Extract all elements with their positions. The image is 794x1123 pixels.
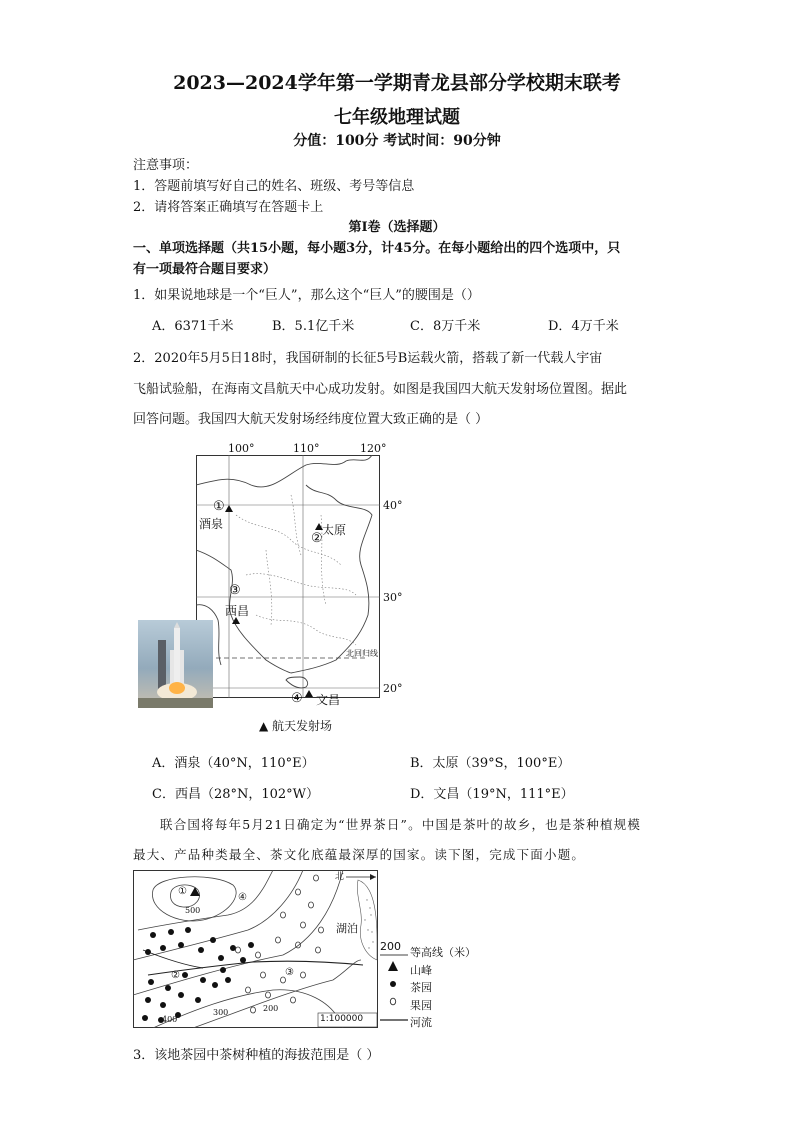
- legend-tea-label: 茶园: [410, 981, 432, 994]
- notice-item: 1．答题前填写好自己的姓名、班级、考号等信息: [133, 179, 415, 194]
- q2-stem: 2．2020年5月5日18时，我国研制的长征5号B运载火箭，搭载了新一代载人宇宙: [133, 351, 603, 366]
- launch-site-map: [196, 442, 403, 707]
- site-name: 太原: [322, 523, 347, 537]
- scale-label: 1:100000: [320, 1014, 364, 1024]
- contour-label: 300: [213, 1008, 229, 1017]
- latitude-label: 30°: [383, 591, 403, 604]
- longitude-label: 100°: [228, 442, 255, 455]
- section-title: 第Ⅰ卷（选择题）: [348, 220, 446, 235]
- contour-label: 400: [162, 1015, 178, 1024]
- q1-option-d[interactable]: D．4万千米: [548, 319, 619, 334]
- site-number: ②: [311, 531, 323, 546]
- north-label: 北: [335, 872, 345, 882]
- legend-contour-value: 200: [380, 940, 401, 953]
- q2-option-d[interactable]: D．文昌（19°N，111°E）: [410, 787, 574, 802]
- contour-line-icon: [380, 952, 408, 958]
- site-number: ④: [291, 691, 303, 706]
- china-outline-map: [196, 455, 380, 698]
- contour-label: 500: [185, 906, 201, 915]
- q1-option-c[interactable]: C．8万千米: [410, 319, 481, 334]
- q2-option-c[interactable]: C．西昌（28°N，102°W）: [152, 787, 320, 802]
- section-instruction: 有一项最符合题目要求）: [133, 262, 277, 277]
- legend-river-label: 河流: [410, 1016, 432, 1029]
- tea-garden-icon: [389, 980, 397, 988]
- orchard-icon: [389, 997, 397, 1006]
- map-point: ①: [178, 886, 187, 897]
- section-instruction: 一、单项选择题（共15小题，每小题3分，计45分。在每小题给出的四个选项中，只: [133, 241, 621, 256]
- latitude-label: 40°: [383, 499, 403, 512]
- legend-peak-label: 山峰: [410, 964, 432, 977]
- site-name: 西昌: [225, 604, 250, 618]
- latitude-label: 20°: [383, 682, 403, 695]
- contour-label: 200: [263, 1004, 279, 1013]
- q2-stem: 飞船试验船，在海南文昌航天中心成功发射。如图是我国四大航天发射场位置图。据此: [133, 382, 628, 397]
- notice-item: 2．请将答案正确填写在答题卡上: [133, 200, 324, 215]
- map-point: ②: [171, 970, 180, 981]
- legend-orchard-label: 果园: [410, 999, 432, 1012]
- tea-intro: 最大、产品种类最全、茶文化底蕴最深厚的国家。读下图，完成下面小题。: [133, 847, 586, 862]
- site-number: ③: [229, 583, 241, 598]
- longitude-label: 110°: [293, 442, 320, 455]
- map-point: ③: [285, 967, 294, 978]
- longitude-label: 120°: [360, 442, 387, 455]
- site-name: 文昌: [316, 693, 341, 707]
- lake-label: 湖泊: [336, 922, 358, 935]
- q2-option-a[interactable]: A．酒泉（40°N，110°E）: [152, 756, 315, 771]
- exam-subtitle: 七年级地理试题: [334, 107, 460, 128]
- q3-stem: 3．该地茶园中茶树种植的海拔范围是（ ）: [133, 1048, 380, 1063]
- q2-stem: 回答问题。我国四大航天发射场经纬度位置大致正确的是（ ）: [133, 412, 489, 427]
- tropic-label: 北回归线: [346, 649, 378, 658]
- site-number: ①: [213, 499, 225, 514]
- site-name: 酒泉: [199, 517, 224, 531]
- exam-meta: 分值：100分 考试时间：90分钟: [293, 133, 501, 149]
- exam-title: 2023—2024学年第一学期青龙县部分学校期末联考: [173, 72, 621, 94]
- legend-contour-label: 等高线（米）: [410, 946, 476, 959]
- rocket-launch-photo: [138, 620, 213, 708]
- notice-heading: 注意事项：: [133, 158, 199, 173]
- q2-option-b[interactable]: B．太原（39°S，100°E）: [410, 756, 571, 771]
- q1-stem: 1．如果说地球是一个“巨人”，那么这个“巨人”的腰围是（）: [133, 288, 480, 303]
- rocket-icon: [138, 620, 213, 708]
- contour-map-drawing: [133, 870, 378, 1028]
- map-caption: ▲ 航天发射场: [259, 719, 333, 733]
- q1-option-a[interactable]: A．6371千米: [152, 319, 234, 334]
- tea-contour-map: [133, 870, 378, 1028]
- q1-option-b[interactable]: B．5.1亿千米: [272, 319, 355, 334]
- river-line-icon: [380, 1017, 408, 1023]
- tea-intro: 联合国将每年5月21日确定为“世界茶日”。中国是茶叶的故乡，也是茶种植规模: [160, 817, 642, 832]
- peak-icon: [388, 961, 398, 971]
- map-point: ④: [238, 892, 247, 903]
